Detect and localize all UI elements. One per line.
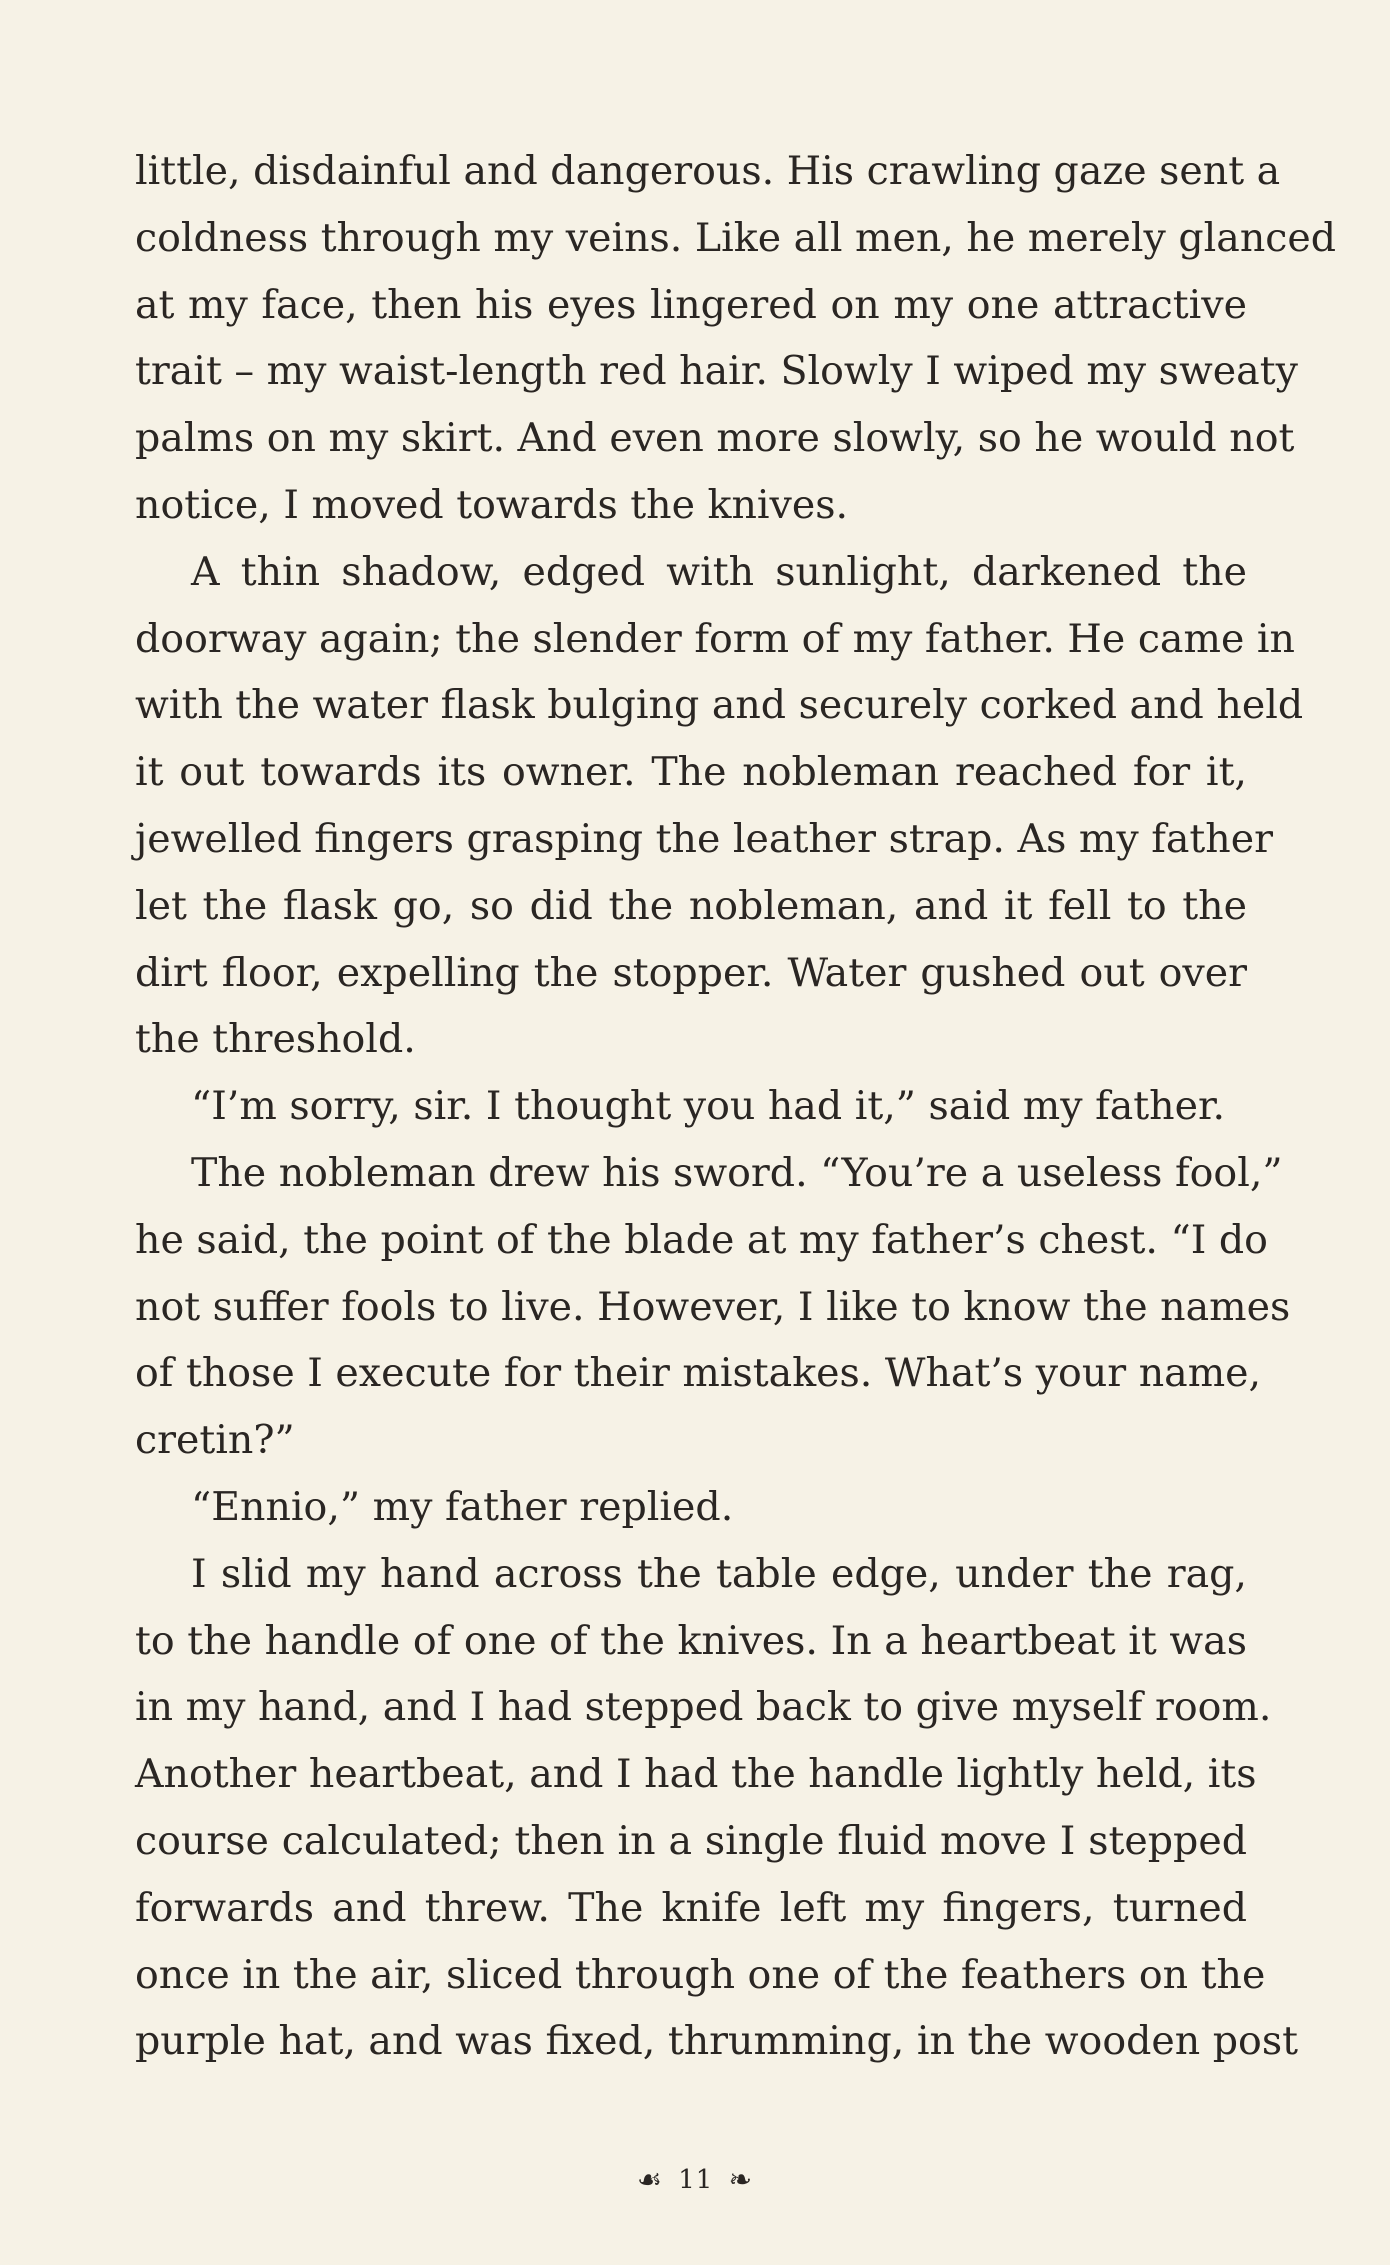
- text-line-29: purple hat, and was fixed, thrumming, in the wooden post: [135, 2018, 1298, 2065]
- text-line-26: course calculated; then in a single fluid move I stepped: [135, 1817, 1247, 1864]
- text-line-18: not suffer fools to live. However, I like to know the names: [135, 1283, 1291, 1330]
- text-line-4: trait – my waist-length red hair. Slowly I wiped my sweaty: [135, 348, 1298, 395]
- left-fleuron-icon: ☙: [636, 2163, 663, 2196]
- text-line-17: he said, the point of the blade at my father’s chest. “I do: [135, 1216, 1268, 1263]
- text-line-12: let the flask go, so did the nobleman, and it fell to the: [135, 882, 1247, 929]
- text-line-20: cretin?”: [135, 1417, 295, 1464]
- text-line-10: it out towards its owner. The nobleman reached for it,: [135, 749, 1247, 796]
- text-line-8: doorway again; the slender form of my father. He came in: [135, 615, 1295, 662]
- text-line-28: once in the air, sliced through one of the feathers on the: [135, 1951, 1266, 1998]
- right-fleuron-icon: ❧: [728, 2163, 754, 2196]
- text-line-2: coldness through my veins. Like all men, he merely glanced: [135, 214, 1337, 261]
- text-line-23: to the handle of one of the knives. In a heartbeat it was: [135, 1617, 1247, 1664]
- text-line-3: at my face, then his eyes lingered on my one attractive: [135, 281, 1247, 328]
- text-line-13: dirt floor, expelling the stopper. Water gushed out over: [135, 949, 1247, 996]
- text-line-21: “Ennio,” my father replied.: [191, 1483, 734, 1530]
- text-line-16: The nobleman drew his sword. “You’re a useless fool,”: [191, 1149, 1283, 1196]
- text-line-11: jewelled fingers grasping the leather strap. As my father: [135, 815, 1273, 862]
- text-line-5: palms on my skirt. And even more slowly, so he would not: [135, 415, 1295, 462]
- text-line-7: A thin shadow, edged with sunlight, darkened the: [191, 548, 1247, 595]
- text-line-9: with the water flask bulging and securely corked and held: [135, 682, 1304, 729]
- text-line-25: Another heartbeat, and I had the handle lightly held, its: [135, 1751, 1257, 1798]
- text-line-1: little, disdainful and dangerous. His crawling gaze sent a: [135, 148, 1281, 194]
- body-text: [135, 138, 1337, 2075]
- text-line-15: “I’m sorry, sir. I thought you had it,” said my father.: [191, 1083, 1226, 1130]
- page-number: 11: [678, 2164, 714, 2195]
- text-line-19: of those I execute for their mistakes. What’s your name,: [135, 1350, 1262, 1397]
- text-line-22: I slid my hand across the table edge, under the rag,: [191, 1550, 1247, 1597]
- text-line-27: forwards and threw. The knife left my fingers, turned: [135, 1884, 1247, 1931]
- text-line-24: in my hand, and I had stepped back to give myself room.: [135, 1684, 1272, 1731]
- page-folio: [0, 2163, 1390, 2196]
- text-line-6: notice, I moved towards the knives.: [135, 481, 849, 528]
- text-line-14: the threshold.: [135, 1016, 416, 1063]
